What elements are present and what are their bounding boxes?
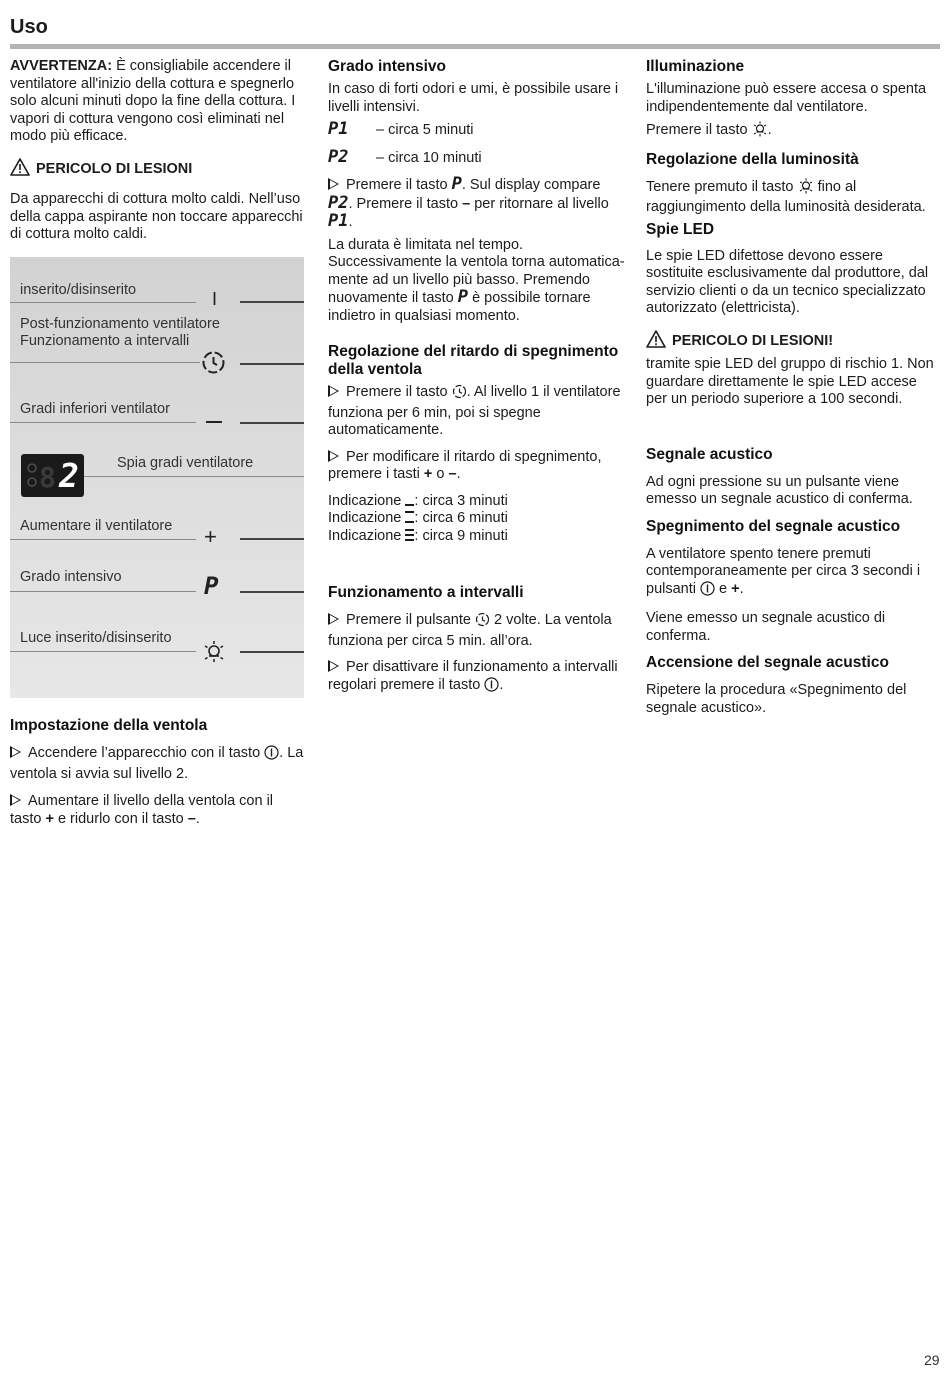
column-3 (646, 58, 940, 717)
pericolo-heading (10, 158, 305, 182)
p2-code: P2 (328, 146, 349, 167)
p1-text: – circa 5 minuti (376, 122, 474, 138)
grado-durata (328, 237, 628, 326)
led-text: Le spie LED difettose devono essere sostituite esclusivamente dal produttore, dal servizio clienti o da un tecnico specializzato autorizzato (elettricista). (646, 247, 929, 316)
lum-text (646, 178, 940, 217)
step-text: . La ventola si avvia sul livello 2. (10, 745, 304, 782)
led-title: Spie LED (646, 220, 715, 238)
power-icon (264, 745, 279, 766)
power-icon (700, 581, 715, 602)
step-text: Per disattivare il funzionamento a intervalli regolari premere il tasto (328, 659, 618, 693)
p2-symbol: P2 (328, 192, 349, 213)
pericolo-title: PERICOLO DI LESIONI (36, 160, 193, 177)
intervalli-step-1 (328, 612, 628, 650)
page-title: Uso (10, 16, 48, 38)
indicazione-text: : circa 3 minuti (414, 492, 508, 509)
impostazione-section (10, 717, 305, 828)
step-text: Premere il pulsante (346, 612, 471, 628)
panel-divider (10, 422, 196, 423)
grado-step (328, 176, 628, 232)
impostazione-step-2 (10, 793, 305, 828)
grado-title: Grado intensivo (328, 58, 446, 75)
advertenza-label: AVVERTENZA: (10, 58, 113, 74)
spegn-text-a: A ventilatore spento tenere premuti contemporaneamente per circa 3 secondi i pulsanti (646, 545, 921, 597)
minus-key-icon (206, 421, 222, 423)
intervalli-step-2 (328, 659, 628, 697)
impostazione-title: Impostazione della ventola (10, 717, 208, 734)
spegn-text-2: Viene emesso un segnale acustico di conferma. (646, 610, 886, 644)
pericolo-heading-2 (646, 330, 940, 354)
panel-label-display: Spia gradi ventilatore (117, 455, 254, 471)
step-text: Premere il tasto (346, 177, 448, 193)
step-arrow-icon (328, 450, 339, 462)
grado-intro: In caso di forti odori e umi, è possibile usare i livelli intensivi. (328, 81, 619, 115)
spegn-text-e: e (719, 580, 728, 597)
indicazione-label: Indicazione (328, 510, 402, 526)
panel-pointer (240, 651, 304, 653)
step-arrow-icon (328, 178, 339, 190)
warning-triangle-icon (646, 330, 666, 354)
step-text: e ridurlo con il tasto (57, 810, 184, 827)
lum-text-b: fino al raggiungimento della luminosità desiderata. (646, 178, 926, 215)
panel-label-post-1: Post-funzionamento ventilatore (20, 316, 220, 332)
indicazione-text: : circa 6 minuti (414, 510, 508, 526)
durata-text: La durata è limitata nel tempo. Successivamente la ventola torna automatica-mente ad un livello più basso. Premendo nuovamente il tasto (328, 236, 625, 306)
spegn-text (646, 546, 940, 602)
ritardo-title: Regolazione del ritardo di spegnimento della ventola (328, 343, 619, 378)
plus-key-icon: + (204, 524, 217, 549)
acc-title: Accensione del segnale acustico (646, 654, 889, 671)
indicazione-text: : circa 9 minuti (414, 527, 508, 544)
illum-press-text: Premere il tasto (646, 122, 748, 138)
led-digit: 2 (59, 456, 79, 495)
illum-press (646, 121, 940, 143)
step-text: . (499, 676, 504, 693)
plus-symbol: + (45, 810, 54, 827)
lum-text-a: Tenere premuto il tasto (646, 178, 794, 195)
spegn-title: Spegnimento del segnale acustico (646, 517, 901, 535)
timer-icon (452, 384, 467, 405)
ritardo-step-1 (328, 384, 628, 440)
panel-pointer (240, 363, 304, 365)
step-arrow-icon (10, 746, 21, 758)
durata-text: è possibile tornare indietro in qualsiasi momento. (328, 290, 591, 324)
warning-triangle-icon (10, 158, 30, 182)
step-text: . Sul display compare (461, 177, 601, 193)
step-text: . Al livello 1 il ventilatore funziona per 6 min, poi si spegne automaticamente. (328, 384, 621, 438)
step-text: . Premere il tasto (348, 195, 459, 212)
intervalli-title: Funzionamento a intervalli (328, 584, 524, 601)
indicazione-label: Indicazione (328, 527, 402, 544)
panel-label-increase: Aumentare il ventilatore (20, 518, 173, 534)
plus-symbol: + (731, 580, 740, 597)
illum-title: Illuminazione (646, 58, 745, 75)
pericolo-text: Da apparecchi di cottura molto caldi. Nell’uso della cappa aspirante non toccare apparecchi di cottura molto caldi. (10, 191, 303, 242)
indicazione-3 (328, 528, 628, 546)
step-arrow-icon (328, 660, 339, 672)
panel-divider (10, 539, 196, 540)
step-text: . (456, 466, 461, 482)
impostazione-step-1 (10, 745, 305, 783)
minus-symbol: – (448, 466, 457, 482)
step-arrow-icon (328, 385, 339, 397)
step-text: o (436, 466, 445, 482)
advertenza-paragraph (10, 58, 305, 146)
p1-row (328, 121, 628, 140)
panel-divider (84, 476, 304, 477)
lum-title: Regolazione della luminosità (646, 150, 859, 168)
panel-label-post-2: Funzionamento a intervalli (20, 333, 190, 349)
panel-pointer (240, 538, 304, 540)
title-rule (10, 44, 940, 49)
minus-symbol: – (462, 195, 471, 212)
panel-label-lower: Gradi inferiori ventilator (20, 401, 170, 417)
ritardo-step-2 (328, 449, 628, 484)
svg-text:8: 8 (39, 461, 56, 494)
step-text: per ritornare al livello (474, 195, 609, 212)
panel-label-intensive: Grado intensivo (20, 569, 122, 585)
panel-divider (10, 302, 196, 303)
column-2 (328, 58, 628, 697)
plus-symbol: + (423, 466, 433, 482)
illum-press-text: . (767, 122, 772, 138)
step-text: Aumentare il livello della ventola con il tasto (10, 793, 274, 827)
p2-row (328, 146, 628, 168)
indicazione-label: Indicazione (328, 492, 402, 509)
step-text: Per modificare il ritardo di spegnimento, premere i tasti (328, 448, 602, 482)
pericolo-text-2: tramite spie LED del gruppo di rischio 1. Non guardare direttamente le spie LED accese per un periodo superiore a 100 secondi. (646, 356, 934, 407)
p1-symbol: P1 (328, 211, 349, 231)
power-icon (484, 677, 499, 698)
control-panel-diagram (10, 257, 304, 698)
step-text: Accendere l’apparecchio con il tasto (28, 745, 261, 761)
page-number: 29 (924, 1352, 940, 1368)
step-text: Premere il tasto (346, 384, 448, 400)
acc-text: Ripetere la procedura «Spegnimento del segnale acustico». (646, 682, 907, 716)
step-arrow-icon (10, 794, 21, 806)
panel-pointer (240, 422, 304, 424)
advertenza-text: È consigliabile accendere il ventilatore all'inizio della cottura e spegnerlo solo alcuni minuti dopo la fine della cottura. I vapori di cottura vengono così eliminati nel modo più efficace. (10, 58, 296, 144)
light-icon (798, 178, 814, 200)
panel-pointer (240, 591, 304, 593)
segnale-text: Ad ogni pressione su un pulsante viene emesso un segnale acustico di conferma. (646, 473, 913, 507)
panel-pointer (240, 301, 304, 303)
p-symbol: P (451, 174, 462, 194)
step-text: . (348, 214, 353, 230)
indicazione-1 (328, 493, 628, 511)
segnale-title: Segnale acustico (646, 445, 773, 463)
p-symbol: P (457, 287, 469, 307)
light-icon (752, 121, 768, 143)
intensive-key-icon: P (204, 572, 219, 600)
power-key-icon: I (212, 289, 218, 309)
spegn-text-end: . (739, 580, 744, 597)
step-text: . (195, 810, 200, 827)
panel-divider (10, 362, 200, 363)
p2-text: – circa 10 minuti (376, 149, 482, 166)
panel-divider (10, 651, 196, 652)
led-display (21, 454, 84, 497)
step-text: 2 volte. La ventola funziona per circa 5 min. all’ora. (328, 612, 612, 649)
timer-key-icon (201, 350, 226, 381)
step-arrow-icon (328, 613, 339, 625)
minus-symbol: – (187, 810, 196, 827)
timer-icon (475, 612, 490, 633)
column-1 (10, 58, 305, 244)
illum-text: L'illuminazione può essere accesa o spenta indipendentemente dal ventilatore. (646, 81, 927, 115)
panel-label-light: Luce inserito/disinserito (20, 630, 172, 646)
panel-divider (10, 591, 196, 592)
panel-label-power: inserito/disinserito (20, 282, 137, 298)
light-key-icon (202, 640, 226, 670)
indicazione-2 (328, 510, 628, 528)
pericolo-title-2: PERICOLO DI LESIONI! (672, 332, 834, 349)
p1-code: P1 (328, 119, 349, 139)
